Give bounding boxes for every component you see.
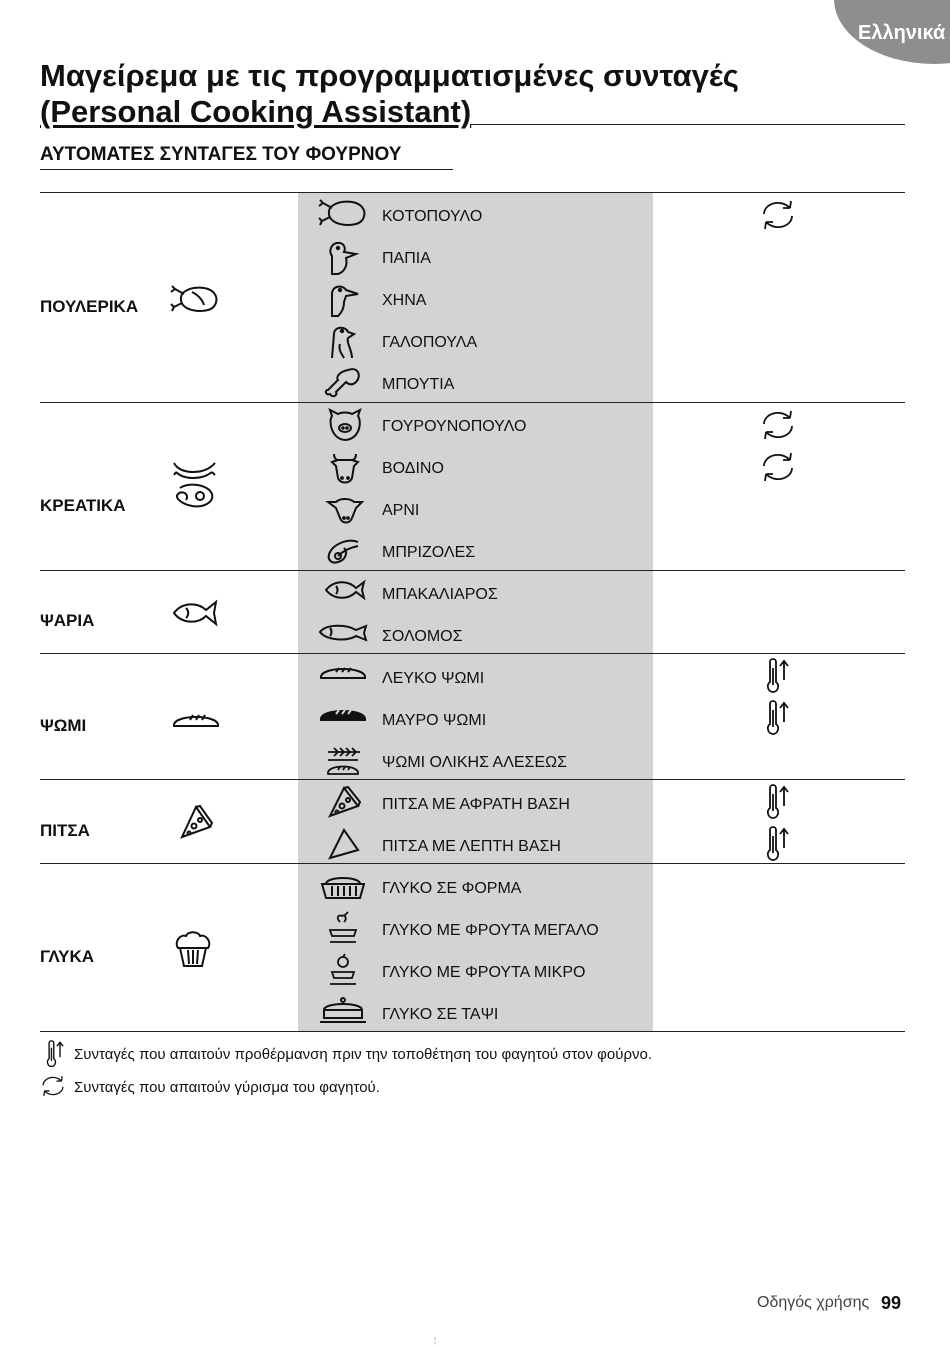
turkey-icon: [318, 324, 368, 362]
section-subtitle: ΑΥΤΟΜΑΤΕΣ ΣΥΝΤΑΓΕΣ ΤΟΥ ΦΟΥΡΝΟΥ: [40, 144, 402, 165]
preheat-icon: [760, 784, 790, 825]
title-line-1: Μαγείρεμα με τις προγραμματισμένες συνταγές: [40, 58, 739, 93]
recipe-name: ΓΑΛΟΠΟΥΛΑ: [382, 334, 478, 351]
legend-preheat: [40, 1040, 652, 1073]
cow-icon: [318, 450, 368, 488]
category-label-cakes: ΓΛΥΚΑ: [40, 947, 95, 966]
pizza-icon: [170, 805, 214, 846]
drumstick-icon: [318, 366, 368, 404]
recipe-name: ΚΟΤΟΠΟΥΛΟ: [382, 208, 483, 225]
table-row-rule: [40, 570, 905, 571]
table-bottom-rule: [40, 1031, 905, 1032]
turn-food-icon: [760, 450, 796, 489]
preheat-icon: [760, 700, 790, 741]
brown-bread-icon: [318, 702, 368, 740]
table-top-rule: [40, 192, 905, 193]
recipe-name: ΠΙΤΣΑ ΜΕ ΑΦΡΑΤΗ ΒΑΣΗ: [382, 796, 570, 813]
recipe-name: ΜΠΟΥΤΙΑ: [382, 376, 455, 393]
legend-turn: [40, 1074, 380, 1103]
preheat-icon: [760, 826, 790, 867]
print-mark: ¦: [434, 1336, 437, 1345]
legend-preheat-text: Συνταγές που απαιτούν προθέρμανση πριν την τοποθέτηση του φαγητού στον φούρνο.: [74, 1046, 652, 1063]
category-label-poultry: ΠΟΥΛΕΡΙΚΑ: [40, 297, 139, 316]
category-label-bread: ΨΩΜΙ: [40, 716, 87, 735]
recipe-name: ΑΡΝΙ: [382, 502, 420, 519]
poultry-icon: [170, 283, 222, 320]
page-number: 99: [881, 1293, 902, 1313]
recipe-name: ΧΗΝΑ: [382, 292, 427, 309]
recipe-name: ΣΟΛΟΜΟΣ: [382, 628, 463, 645]
recipe-name: ΓΛΥΚΟ ΜΕ ΦΡΟΥΤΑ ΜΕΓΑΛΟ: [382, 922, 599, 939]
meat-icon: [170, 460, 220, 519]
recipe-name: ΓΛΥΚΟ ΣΕ ΤΑΨΙ: [382, 1006, 499, 1023]
salmon-icon: [318, 618, 368, 656]
page-title: [40, 58, 739, 130]
recipe-name: ΜΑΥΡΟ ΨΩΜΙ: [382, 712, 487, 729]
thick-pizza-icon: [318, 786, 368, 824]
pig-icon: [318, 408, 368, 446]
fish-icon: [170, 598, 220, 633]
preheat-icon: [760, 658, 790, 699]
large-fruit-cake-icon: [318, 912, 368, 950]
recipe-name: ΒΟΔΙΝΟ: [382, 460, 444, 477]
duck-icon: [318, 240, 368, 278]
lamb-icon: [318, 492, 368, 530]
category-label-pizza: ΠΙΤΣΑ: [40, 821, 90, 840]
table-row-rule: [40, 653, 905, 654]
language-label: Ελληνικά: [858, 22, 946, 44]
recipe-name: ΓΟΥΡΟΥΝΟΠΟΥΛΟ: [382, 418, 527, 435]
recipe-name: ΠΑΠΙΑ: [382, 250, 431, 267]
recipe-name: ΓΛΥΚΟ ΣΕ ΦΟΡΜΑ: [382, 880, 522, 897]
preheat-icon: [40, 1040, 66, 1068]
turn-food-icon: [40, 1074, 66, 1098]
small-fruit-cake-icon: [318, 954, 368, 992]
title-rule: [470, 124, 905, 125]
turn-food-icon: [760, 198, 796, 237]
white-bread-icon: [318, 660, 368, 698]
chicken-icon: [318, 198, 368, 236]
recipe-name: ΓΛΥΚΟ ΜΕ ΦΡΟΥΤΑ ΜΙΚΡΟ: [382, 964, 586, 981]
cake-icon: [170, 930, 216, 975]
wholemeal-bread-icon: [318, 744, 368, 782]
recipe-name: ΜΠΡΙΖΟΛΕΣ: [382, 544, 476, 561]
footer-guide-label: Οδηγός χρήσης: [757, 1294, 870, 1311]
legend-turn-text: Συνταγές που απαιτούν γύρισμα του φαγητού.: [74, 1079, 380, 1096]
category-label-meat: ΚΡΕΑΤΙΚΑ: [40, 496, 126, 515]
turn-food-icon: [760, 408, 796, 447]
table-row-rule: [40, 779, 905, 780]
table-row-rule: [40, 402, 905, 403]
cod-icon: [318, 576, 368, 614]
goose-icon: [318, 282, 368, 320]
recipe-name: ΜΠΑΚΑΛΙΑΡΟΣ: [382, 586, 498, 603]
bread-icon: [170, 708, 222, 735]
thin-pizza-icon: [318, 828, 368, 866]
tin-cake-icon: [318, 870, 368, 908]
recipe-name: ΛΕΥΚΟ ΨΩΜΙ: [382, 670, 485, 687]
steak-icon: [318, 534, 368, 572]
recipe-name: ΨΩΜΙ ΟΛΙΚΗΣ ΑΛΕΣΕΩΣ: [382, 754, 567, 771]
title-line-2: (Personal Cooking Assistant): [40, 94, 472, 129]
tray-cake-icon: [318, 996, 368, 1034]
recipe-name: ΠΙΤΣΑ ΜΕ ΛΕΠΤΗ ΒΑΣΗ: [382, 838, 561, 855]
subtitle-rule: [40, 169, 453, 170]
category-label-fish: ΨΑΡΙΑ: [40, 611, 95, 630]
